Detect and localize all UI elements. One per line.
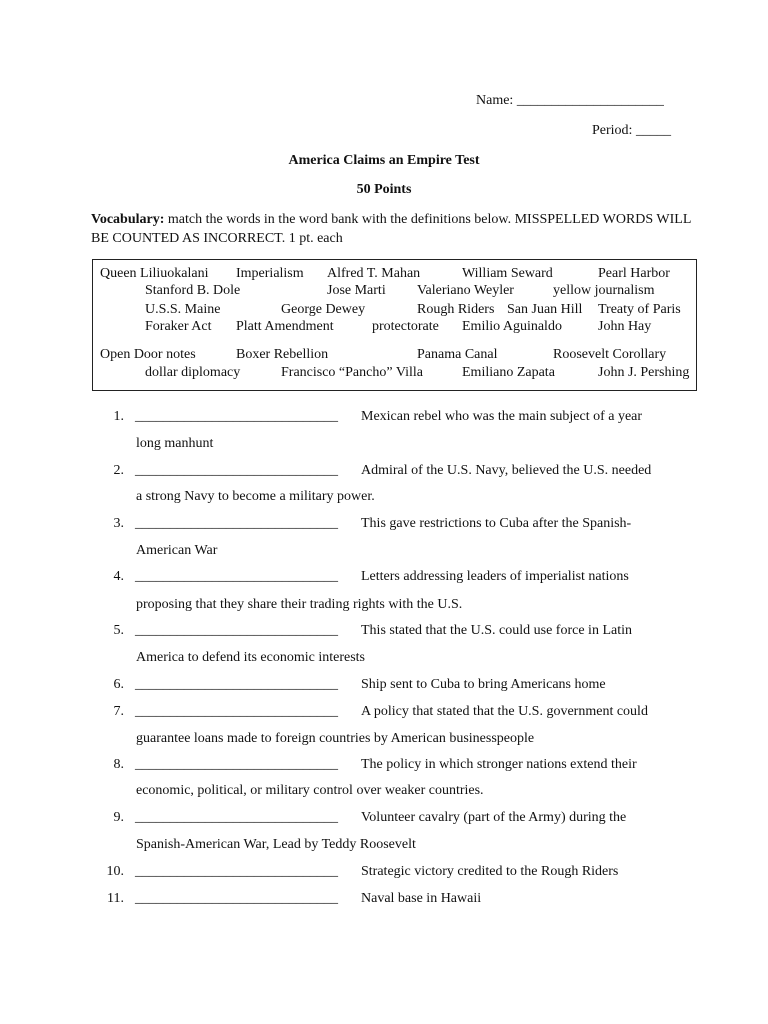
question-definition: Strategic victory credited to the Rough Riders (361, 864, 619, 879)
question-definition: A policy that stated that the U.S. government could (361, 704, 648, 719)
answer-blank[interactable]: _____________________________ (135, 569, 338, 584)
word-bank (92, 259, 697, 391)
word-bank-item: Boxer Rebellion (236, 347, 329, 362)
answer-blank[interactable]: _____________________________ (135, 704, 338, 719)
word-bank-item: George Dewey (281, 302, 366, 317)
word-bank-item: Queen Liliuokalani (100, 266, 209, 281)
question-number: 6. (113, 677, 124, 692)
word-bank-item: dollar diplomacy (145, 365, 241, 380)
points-total: 50 Points (356, 182, 412, 197)
question-definition-cont: economic, political, or military control over weaker countries. (136, 783, 484, 798)
word-bank-item: Pearl Harbor (598, 266, 670, 281)
answer-blank[interactable]: _____________________________ (135, 891, 338, 906)
question-number: 1. (113, 409, 124, 424)
question-definition-cont: long manhunt (136, 436, 214, 451)
question-number: 10. (106, 864, 124, 879)
word-bank-item: Stanford B. Dole (145, 283, 241, 298)
question-definition: Admiral of the U.S. Navy, believed the U.S. needed (361, 463, 652, 478)
answer-blank[interactable]: _____________________________ (135, 757, 338, 772)
word-bank-item: yellow journalism (553, 283, 655, 298)
question-definition: Letters addressing leaders of imperialist nations (361, 569, 629, 584)
word-bank-item: Alfred T. Mahan (327, 266, 421, 281)
question-number: 9. (113, 810, 124, 825)
word-bank-item: Panama Canal (417, 347, 498, 362)
question-definition-cont: a strong Navy to become a military power. (136, 489, 375, 504)
question-definition: This gave restrictions to Cuba after the Spanish- (361, 516, 632, 531)
question-number: 5. (113, 623, 124, 638)
question-definition-cont: guarantee loans made to foreign countries by American businesspeople (136, 731, 535, 746)
question-number: 7. (113, 704, 124, 719)
word-bank-item: Jose Marti (327, 283, 386, 298)
word-bank-item: U.S.S. Maine (145, 302, 221, 317)
word-bank-item: Roosevelt Corollary (553, 347, 667, 362)
word-bank-item: San Juan Hill (507, 302, 583, 317)
question-definition-cont: American War (136, 543, 218, 558)
answer-blank[interactable]: _____________________________ (135, 677, 338, 692)
word-bank-item: Imperialism (236, 266, 304, 281)
word-bank-item: John Hay (598, 319, 652, 334)
word-bank-item: Foraker Act (145, 319, 212, 334)
question-definition-cont: proposing that they share their trading rights with the U.S. (136, 597, 463, 612)
question-definition: Volunteer cavalry (part of the Army) during the (361, 810, 627, 825)
vocabulary-label: Vocabulary: (91, 212, 165, 227)
answer-blank[interactable]: _____________________________ (135, 463, 338, 478)
vocabulary-instruction-text: match the words in the word bank with the definitions below. MISSPELLED WORDS WILL BE COUNTED AS INCORRECT. 1 pt. each (91, 212, 691, 246)
question-number: 11. (107, 891, 124, 906)
name-field[interactable]: Name: _____________________ (476, 93, 664, 108)
word-bank-item: Treaty of Paris (598, 302, 681, 317)
word-bank-item: Valeriano Weyler (417, 283, 514, 298)
question-number: 8. (113, 757, 124, 772)
question-definition: The policy in which stronger nations extend their (361, 757, 637, 772)
word-bank-item: John J. Pershing (598, 365, 690, 380)
question-definition-cont: Spanish-American War, Lead by Teddy Roosevelt (136, 837, 416, 852)
test-title: America Claims an Empire Test (288, 153, 480, 168)
question-definition: Naval base in Hawaii (361, 891, 482, 906)
question-number: 4. (113, 569, 124, 584)
question-number: 3. (113, 516, 124, 531)
period-field[interactable]: Period: _____ (592, 123, 671, 138)
word-bank-item: Francisco “Pancho” Villa (281, 365, 423, 380)
vocabulary-instructions (91, 210, 691, 248)
word-bank-item: Open Door notes (100, 347, 196, 362)
answer-blank[interactable]: _____________________________ (135, 409, 338, 424)
answer-blank[interactable]: _____________________________ (135, 810, 338, 825)
word-bank-item: Rough Riders (417, 302, 495, 317)
answer-blank[interactable]: _____________________________ (135, 864, 338, 879)
answer-blank[interactable]: _____________________________ (135, 623, 338, 638)
question-definition: Ship sent to Cuba to bring Americans home (361, 677, 606, 692)
question-number: 2. (113, 463, 124, 478)
answer-blank[interactable]: _____________________________ (135, 516, 338, 531)
word-bank-item: Platt Amendment (236, 319, 334, 334)
word-bank-item: Emiliano Zapata (462, 365, 555, 380)
word-bank-item: protectorate (372, 319, 439, 334)
word-bank-item: Emilio Aguinaldo (462, 319, 562, 334)
question-definition: Mexican rebel who was the main subject of a year (361, 409, 643, 424)
question-definition: This stated that the U.S. could use force in Latin (361, 623, 632, 638)
question-definition-cont: America to defend its economic interests (136, 650, 365, 665)
word-bank-item: William Seward (462, 266, 553, 281)
